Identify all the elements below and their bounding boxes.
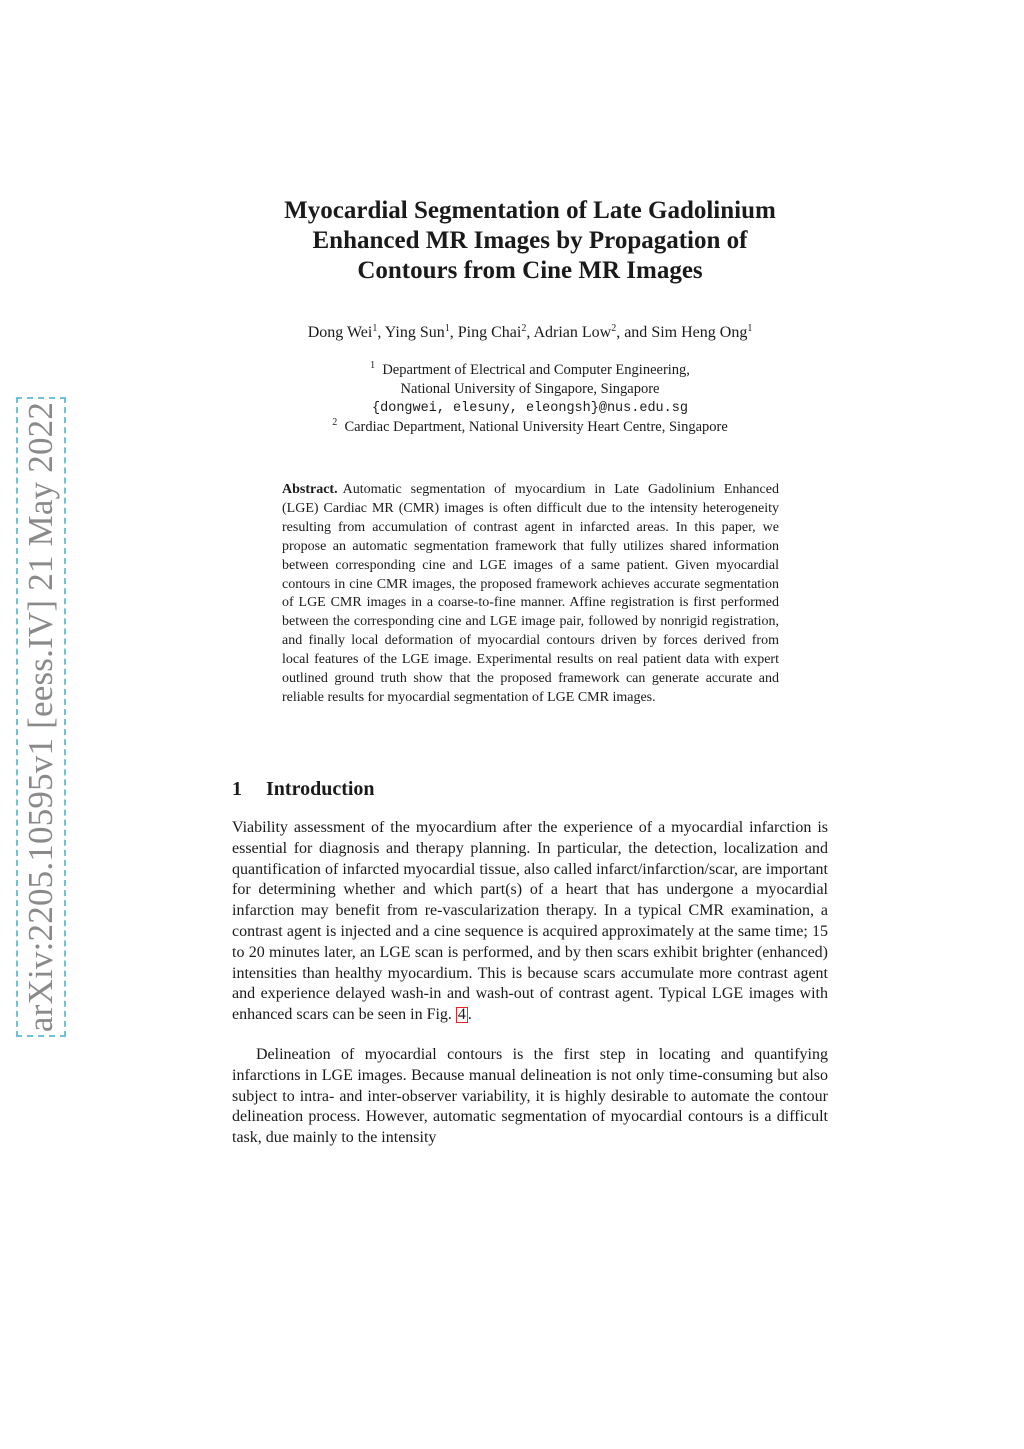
author-name: Ping Chai <box>457 324 522 341</box>
author-separator: , <box>377 324 385 341</box>
affiliation-mark: 1 <box>370 360 376 371</box>
body-paragraph: Delineation of myocardial contours is the first step in locating and quantifying infarctions in LGE images. Because manual delineation is not only time-consuming but also subject to intra- and inter-observer variability, it is highly desirable to automate the contour delineation process. However, automatic segmentation of myocardial contours is a difficult task, due mainly to the intensity <box>232 1046 828 1147</box>
section-heading-introduction <box>232 776 375 802</box>
affiliation-2-line-1 <box>232 418 828 437</box>
affiliation-mark: 2 <box>332 417 338 428</box>
affiliation-1-line-1 <box>232 361 828 380</box>
author-name: Ying Sun <box>384 324 445 341</box>
author-list <box>232 322 828 344</box>
title-line-2: Enhanced MR Images by Propagation of <box>312 227 748 254</box>
author-email[interactable]: {dongwei, elesuny, eleongsh}@nus.edu.sg <box>372 401 688 416</box>
author-name: Dong Wei <box>307 324 373 341</box>
author-affiliation-mark: 1 <box>372 323 378 334</box>
affiliation-1-line-2: National University of Singapore, Singapore <box>400 381 660 397</box>
affiliation-2-text: Cardiac Department, National University Heart Centre, Singapore <box>344 419 728 435</box>
author-affiliation-mark: 1 <box>444 323 450 334</box>
author-name: Sim Heng Ong <box>651 324 748 341</box>
paragraph-text-end: . <box>467 1006 472 1024</box>
paragraph-text: Viability assessment of the myocardium after the experience of a myocardial infarction is essential for diagnosis and therapy planning. In particular, the detection, localization and quantification of infarcted myocardial tissue, also called infarct/infarction/scar, are important for determining whether and which part(s) of a heart that has undergone a myocardial infarction may benefit from re-vascularization therapy. In a typical CMR examination, a contrast agent is injected and a cine sequence is acquired approximately at the same time; 15 to 20 minutes later, an LGE scan is performed, and by then scars exhibit brighter (enhanced) intensities than healthy myocardium. This is because scars accumulate more contrast agent and experience delayed wash-in and wash-out of contrast agent. Typical LGE images with enhanced scars can be seen in Fig. <box>232 819 828 1024</box>
body-paragraph <box>232 818 828 1026</box>
author-affiliation-mark: 1 <box>747 323 753 334</box>
section-number: 1 <box>232 778 242 800</box>
author-separator: , <box>526 324 534 341</box>
figure-reference-link[interactable]: 4 <box>457 1006 466 1024</box>
author-affiliation-mark: 2 <box>611 323 617 334</box>
author-separator: , and <box>616 324 652 341</box>
author-separator: , <box>449 324 458 341</box>
title-line-3: Contours from Cine MR Images <box>357 257 703 284</box>
author-name: Adrian Low <box>533 324 612 341</box>
paper-title <box>232 196 828 286</box>
arxiv-identifier-stamp[interactable] <box>16 397 66 1037</box>
abstract-label: Abstract. <box>282 482 338 497</box>
affiliation-block <box>232 361 828 437</box>
abstract-text: Automatic segmentation of myocardium in Late Gadolinium Enhanced (LGE) Cardiac MR (CMR) images is often difficult due to the intensity heterogeneity resulting from accumulation of contrast agent in infarcted areas. In this paper, we propose an automatic segmentation framework that fully utilizes shared information between corresponding cine and LGE images of a same patient. Given myocardial contours in cine CMR images, the proposed framework achieves accurate segmentation of LGE CMR images in a coarse-to-fine manner. Affine registration is first performed between the corresponding cine and LGE image pair, followed by nonrigid registration, and finally local deformation of myocardial contours driven by forces derived from local features of the LGE image. Experimental results on real patient data with expert outlined ground truth show that the proposed framework can generate accurate and reliable results for myocardial segmentation of LGE CMR images. <box>282 482 779 705</box>
author-affiliation-mark: 2 <box>521 323 527 334</box>
abstract <box>282 481 779 708</box>
section-title: Introduction <box>266 778 375 800</box>
arxiv-identifier-text: arXiv:2205.10595v1 [eess.IV] 21 May 2022 <box>21 401 60 1033</box>
affiliation-1-text: Department of Electrical and Computer Engineering, <box>382 362 690 378</box>
title-line-1: Myocardial Segmentation of Late Gadolinium <box>284 197 776 224</box>
